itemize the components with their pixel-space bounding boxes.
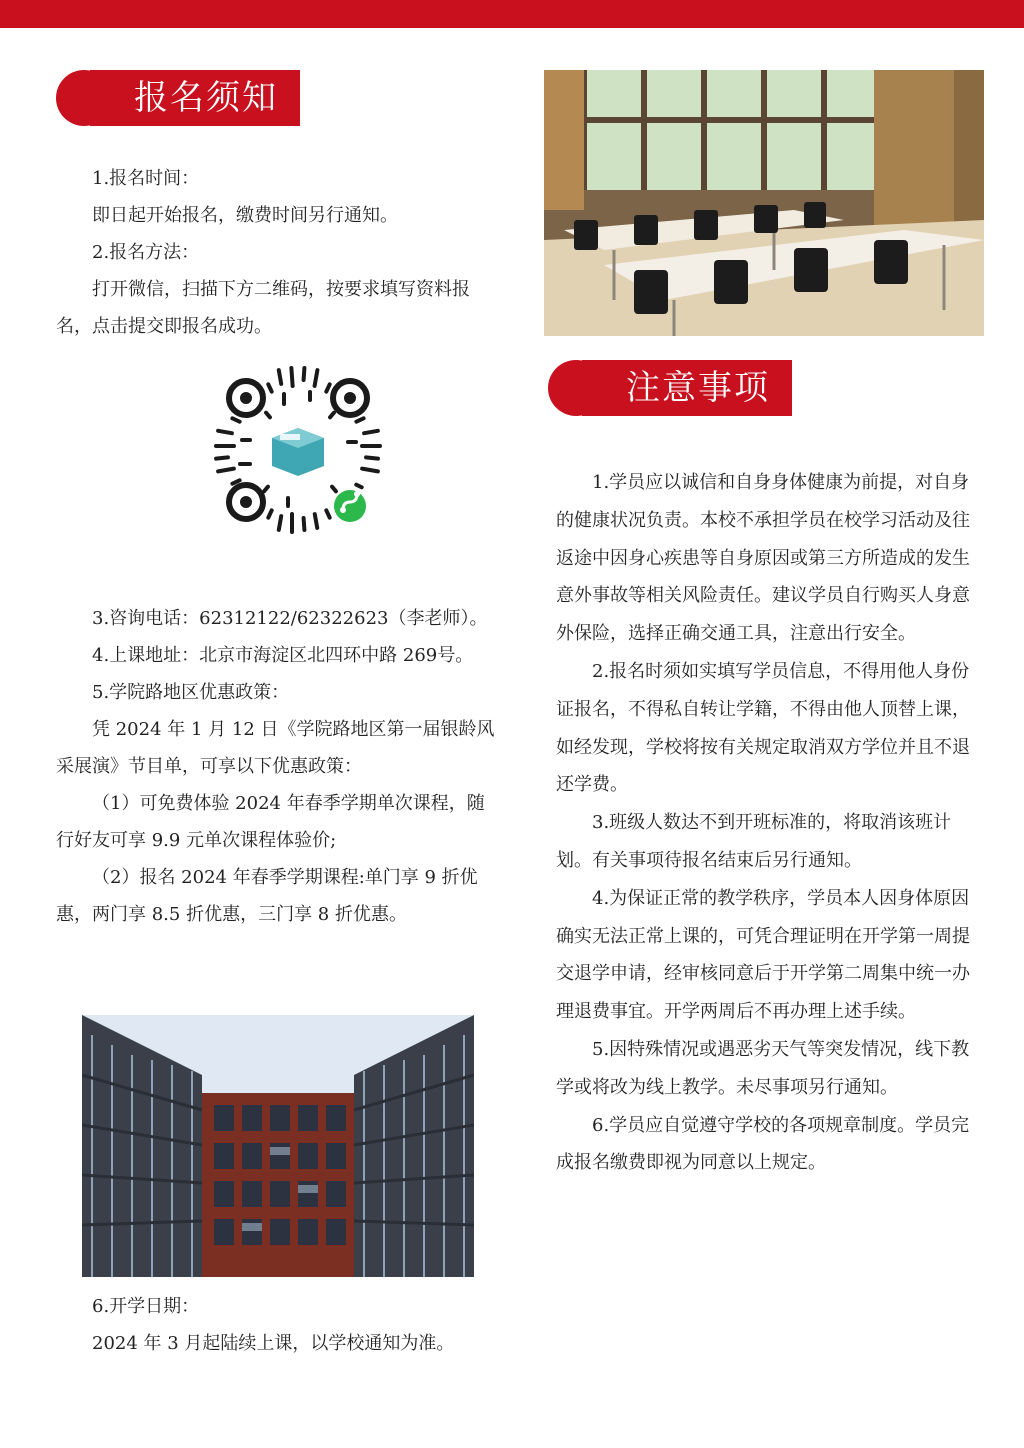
wechat-miniprogram-badge-icon: [334, 490, 366, 522]
start-date-label: 6.开学日期：: [92, 1296, 200, 1317]
wechat-miniprogram-qr-code[interactable]: [208, 360, 388, 540]
discount-item-1: （1）可免费体验 2024 年春季学期单次课程，随行好友可享 9.9 元单次课程体验价;: [56, 793, 485, 851]
notice-item-1: 1.学员应以诚信和自身身体健康为前提，对自身的健康状况负责。本校不承担学员在校学习活动及往返途中因身心疾患等自身原因或第三方所造成的发生意外事故等相关风险责任。建议学员自行购买人身意外保险，选择正确交通工具，注意出行安全。: [556, 472, 970, 645]
notice-item-3: 3.班级人数达不到开班标准的，将取消该班计划。有关事项待报名结束后另行通知。: [556, 812, 952, 871]
notice-item-4: 4.为保证正常的教学秩序，学员本人因身体原因确实无法正常上课的，可凭合理证明在开学第一周提交退学申请，经审核同意后于开学第二周集中统一办理退费事宜。开学两周后不再办理上述手续。: [556, 887, 970, 1023]
discount-policy-text: 凭 2024 年 1 月 12 日《学院路地区第一届银龄风采展演》节目单，可享以下优惠政策：: [56, 719, 495, 777]
miniprogram-box-icon: [272, 428, 324, 476]
discount-policy-label: 5.学院路地区优惠政策：: [92, 682, 290, 703]
notice-item-5: 5.因特殊情况或遇恶劣天气等突发情况，线下教学或将改为线上教学。未尽事项另行通知。: [556, 1038, 970, 1098]
start-date-info: [56, 1288, 496, 1362]
registration-heading: [56, 70, 306, 126]
notice-item-2: 2.报名时须如实填写学员信息，不得用他人身份证报名，不得私自转让学籍，不得由他人顶替上课，如经发现，学校将按有关规定取消双方学位并且不退还学费。: [556, 660, 970, 796]
notice-item-6: 6.学员应自觉遵守学校的各项规章制度。学员完成报名缴费即视为同意以上规定。: [556, 1114, 970, 1174]
notice-heading: [548, 360, 800, 416]
registration-method-label: 2.报名方法：: [92, 242, 200, 263]
registration-time-label: 1.报名时间：: [92, 168, 200, 189]
registration-heading-text: 报名须知: [90, 70, 300, 126]
registration-method-text: 打开微信，扫描下方二维码，按要求填写资料报名，点击提交即报名成功。: [56, 279, 470, 337]
discount-item-2: （2）报名 2024 年春季学期课程:单门享 9 折优惠，两门享 8.5 折优惠，三门享 8 折优惠。: [56, 867, 478, 925]
campus-building-photo: [82, 1015, 474, 1277]
registration-info-top: [56, 160, 496, 345]
class-address: 4.上课地址：北京市海淀区北四环中路 269号。: [92, 645, 474, 666]
notice-list: [556, 464, 986, 1182]
registration-time-text: 即日起开始报名，缴费时间另行通知。: [92, 205, 398, 226]
top-red-bar: [0, 0, 1024, 28]
start-date-text: 2024 年 3 月起陆续上课，以学校通知为准。: [92, 1333, 455, 1354]
consult-phone: 3.咨询电话：62312122/62322623（李老师）。: [92, 608, 488, 629]
registration-info-middle: [56, 600, 496, 933]
classroom-photo: [544, 70, 984, 336]
notice-heading-text: 注意事项: [582, 360, 792, 416]
